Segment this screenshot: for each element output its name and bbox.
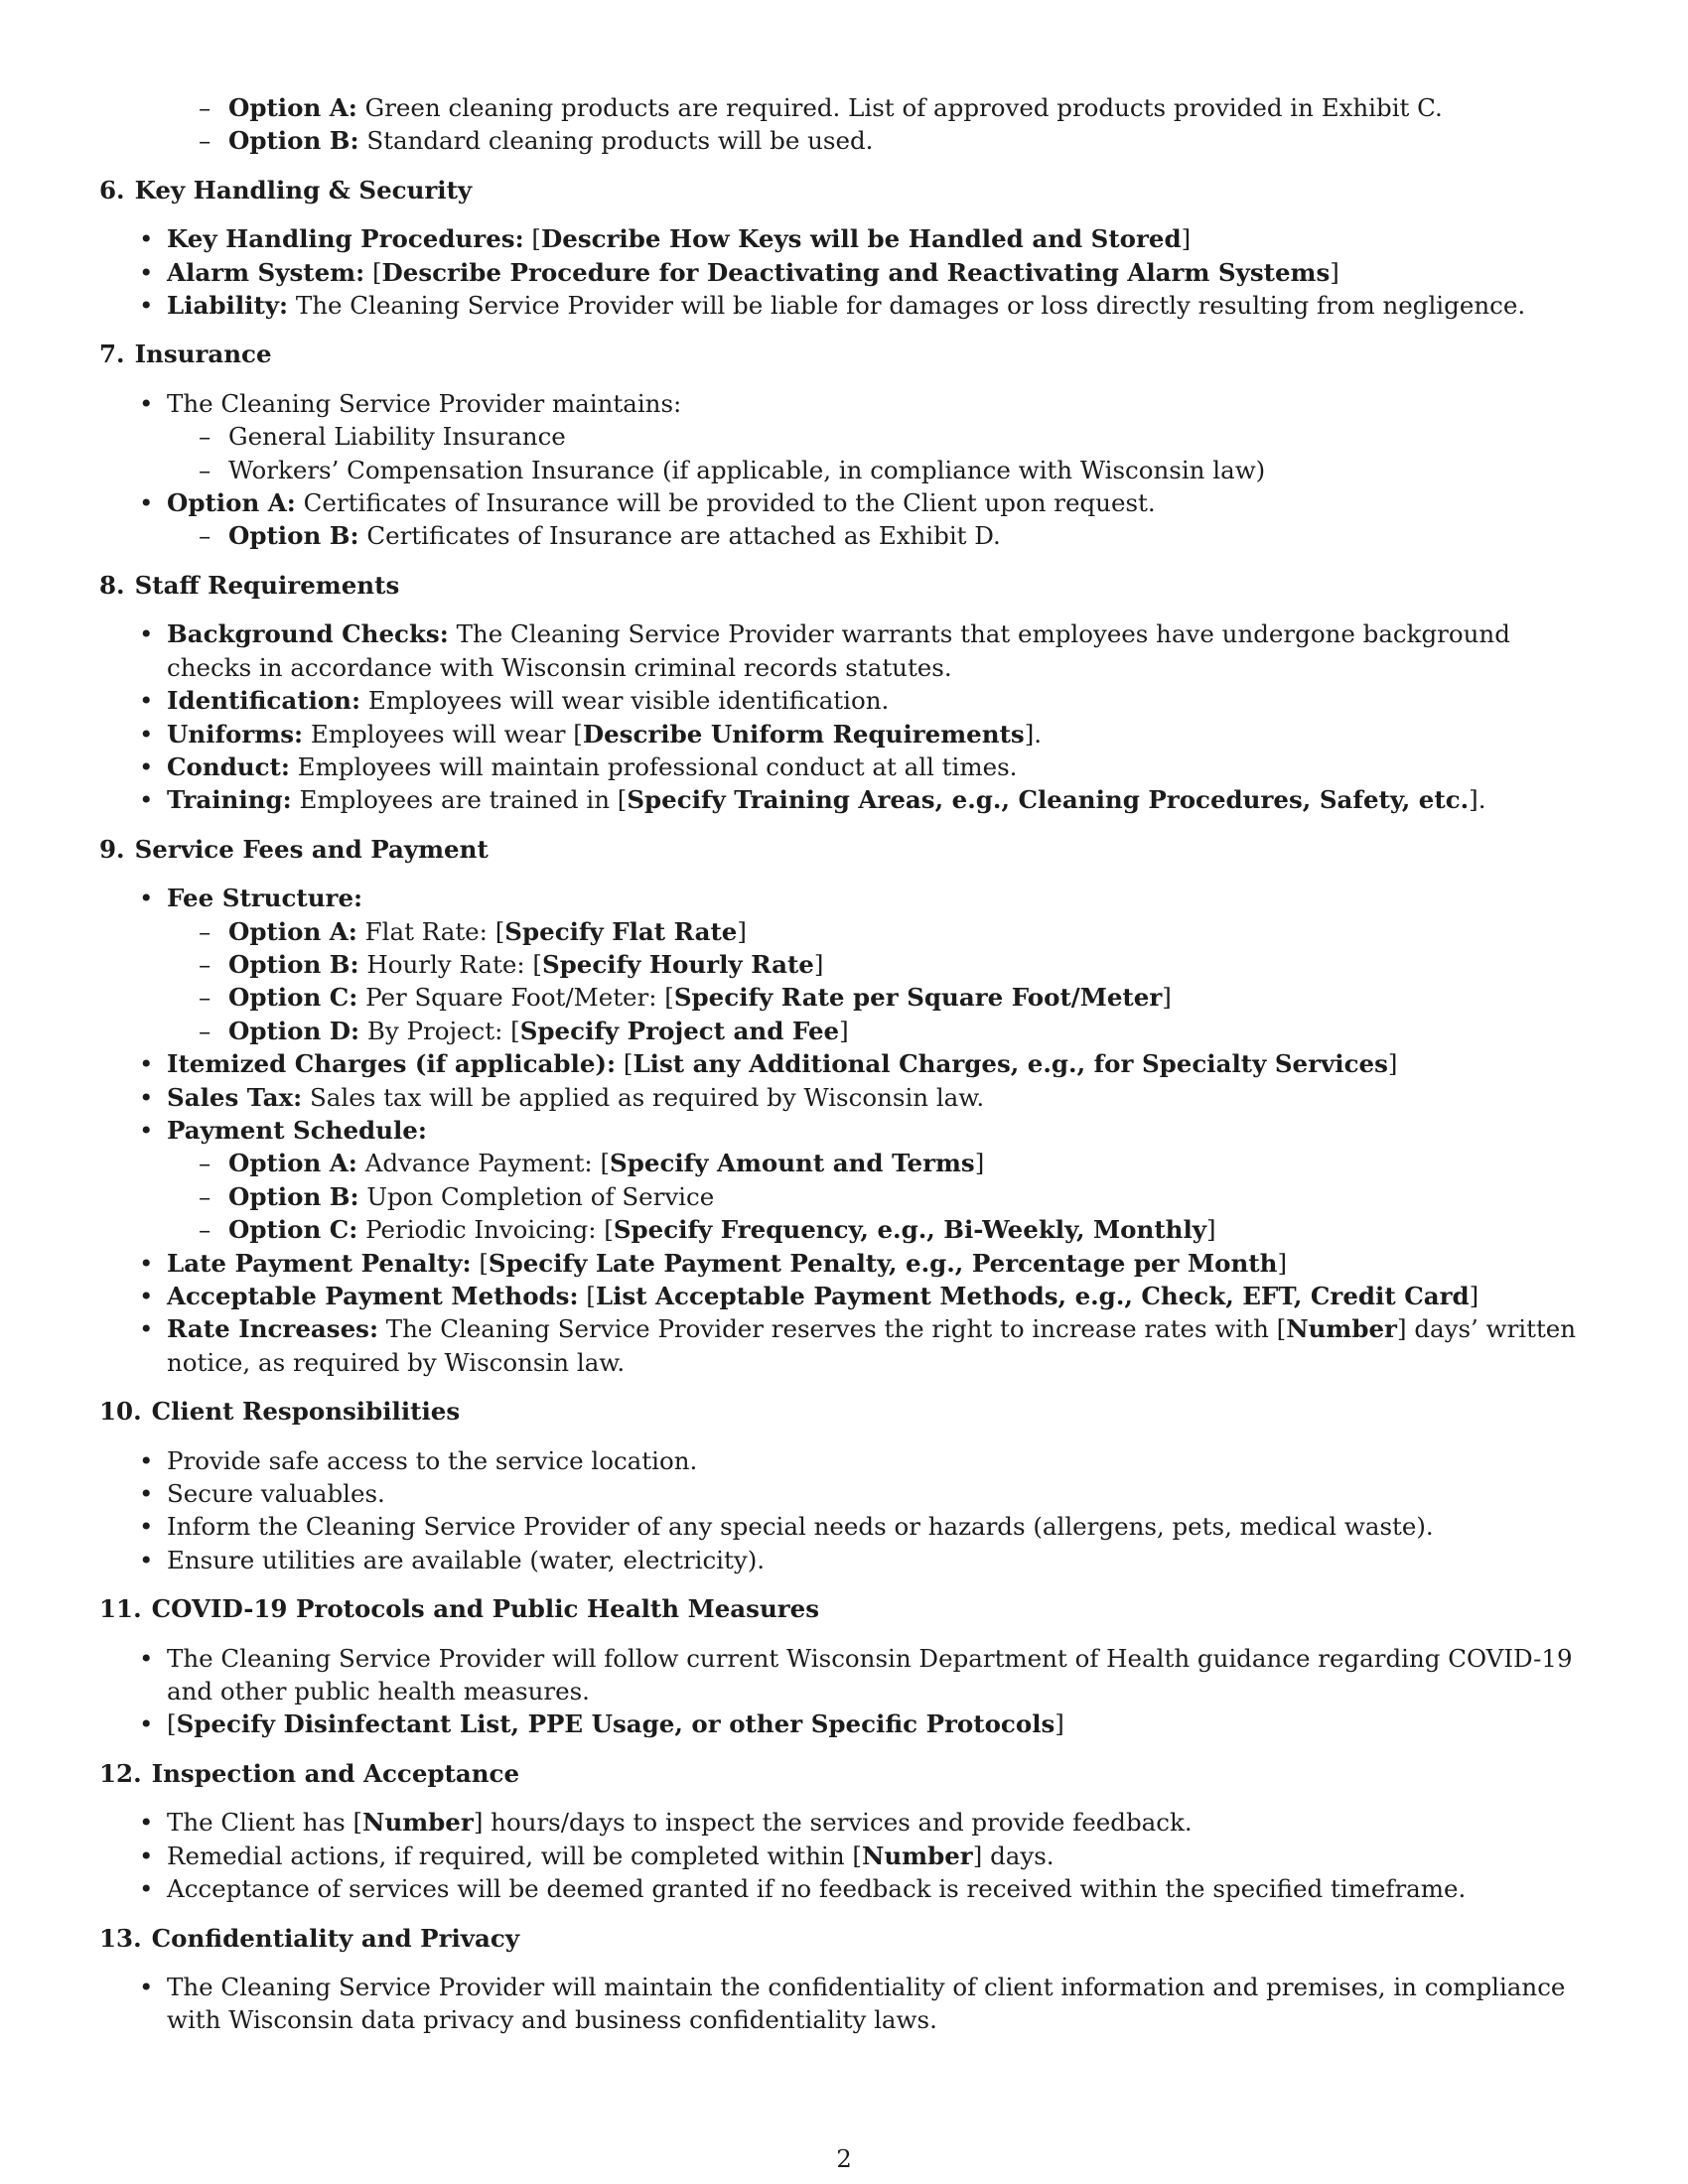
sub-list-item xyxy=(99,948,1594,981)
bullet-item xyxy=(99,1312,1594,1379)
bold-text: Specify Rate per Square Foot/Meter xyxy=(673,983,1163,1013)
section-number: 13. xyxy=(99,1923,142,1953)
text-run: Green cleaning products are required. List of approved products provided in Exhibit C. xyxy=(356,93,1443,122)
text-run: Remedial actions, if required, will be completed within [ xyxy=(167,1841,862,1870)
bullet-item xyxy=(99,1280,1594,1312)
bold-text: Option A: xyxy=(228,93,357,122)
sub-list-item xyxy=(99,91,1594,124)
sub-list-item xyxy=(99,1147,1594,1179)
bold-text: Option C: xyxy=(228,983,358,1013)
bullet-item xyxy=(99,718,1594,751)
bold-text: Specify Frequency, e.g., Bi-Weekly, Monthly xyxy=(613,1215,1207,1245)
text-run: Workers’ Compensation Insurance (if applicable, in compliance with Wisconsin law) xyxy=(228,455,1266,484)
sub-list-item xyxy=(99,124,1594,157)
section-heading xyxy=(99,338,1594,370)
bold-text: Identification: xyxy=(167,686,361,716)
text-run: ] xyxy=(1469,1282,1479,1310)
section xyxy=(99,1592,1594,1741)
bullet-item xyxy=(99,882,1594,914)
text-run: [ xyxy=(523,224,541,254)
bullet-item xyxy=(99,486,1594,519)
section xyxy=(99,1922,1594,2037)
text-run: ]. xyxy=(1469,785,1486,815)
bullet-item xyxy=(99,1806,1594,1839)
section-title: Insurance xyxy=(134,340,272,369)
section-number: 10. xyxy=(99,1397,142,1427)
text-run: Employees will wear visible identification. xyxy=(360,686,890,716)
section-number: 9. xyxy=(99,834,125,864)
text-run: General Liability Insurance xyxy=(228,422,566,452)
section-title: Staff Requirements xyxy=(134,570,400,600)
bold-text: List any Additional Charges, e.g., for Specialty Services xyxy=(633,1049,1388,1079)
bullet-item xyxy=(99,684,1594,717)
text-run: Employees will wear [ xyxy=(303,719,583,749)
text-run: ] xyxy=(1277,1248,1288,1278)
text-run: Advance Payment: [ xyxy=(356,1149,611,1178)
bold-text: Background Checks: xyxy=(167,619,449,649)
section-heading xyxy=(99,569,1594,602)
bold-text: Option C: xyxy=(228,1215,358,1245)
bullet-item xyxy=(99,387,1594,420)
text-run: The Cleaning Service Provider reserves the right to increase rates with [ xyxy=(378,1314,1287,1344)
text-run: Provide safe access to the service location. xyxy=(167,1445,698,1475)
bullet-item xyxy=(99,1707,1594,1740)
bullet-list xyxy=(99,1444,1594,1577)
text-run: Inform the Cleaning Service Provider of any special needs or hazards (allergens, pets, medical waste). xyxy=(167,1512,1434,1542)
text-run: By Project: [ xyxy=(359,1016,520,1045)
section-title: Client Responsibilities xyxy=(151,1397,461,1427)
sub-list xyxy=(99,1147,1594,1246)
bold-text: Option B: xyxy=(228,521,359,551)
bold-text: Describe How Keys will be Handled and Stored xyxy=(540,224,1182,254)
section-number: 7. xyxy=(99,340,125,369)
text-run: Ensure utilities are available (water, electricity). xyxy=(167,1545,766,1574)
text-run: Per Square Foot/Meter: [ xyxy=(357,983,674,1013)
bold-text: Rate Increases: xyxy=(167,1314,379,1344)
bullet-list xyxy=(99,1642,1594,1741)
bold-text: Option B: xyxy=(228,126,359,156)
section-heading xyxy=(99,174,1594,206)
section-title: Inspection and Acceptance xyxy=(151,1758,520,1788)
text-run: Acceptance of services will be deemed granted if no feedback is received within the specified timeframe. xyxy=(167,1874,1467,1904)
text-run: ] xyxy=(839,1016,849,1045)
bullet-item xyxy=(99,1840,1594,1872)
bold-text: Option D: xyxy=(228,1016,360,1045)
section xyxy=(99,1395,1594,1576)
section-heading xyxy=(99,1592,1594,1625)
bullet-list xyxy=(99,617,1594,816)
text-run: ] xyxy=(974,1149,985,1178)
bullet-item xyxy=(99,1872,1594,1905)
text-run: The Cleaning Service Provider maintains: xyxy=(167,388,682,418)
bold-text: Number xyxy=(1286,1314,1397,1344)
bullet-list xyxy=(99,882,1594,1379)
section-number: 11. xyxy=(99,1594,142,1624)
bold-text: Conduct: xyxy=(167,751,290,781)
text-run: Upon Completion of Service xyxy=(358,1181,715,1211)
sub-list-item xyxy=(99,915,1594,948)
text-run: Employees are trained in [ xyxy=(291,785,628,815)
sub-list-container xyxy=(99,519,1594,552)
text-run: Periodic Invoicing: [ xyxy=(357,1215,614,1245)
bullet-list xyxy=(99,222,1594,322)
text-run: [ xyxy=(578,1282,596,1310)
bullet-item xyxy=(99,617,1594,684)
section xyxy=(99,1757,1594,1906)
sub-list xyxy=(99,420,1594,486)
section-title: Service Fees and Payment xyxy=(134,834,489,864)
bold-text: Specify Hourly Rate xyxy=(541,949,814,979)
bold-text: Describe Uniform Requirements xyxy=(582,719,1025,749)
bold-text: Acceptable Payment Methods: xyxy=(167,1282,579,1310)
text-run: Certificates of Insurance are attached as Exhibit D. xyxy=(358,521,1001,551)
section-heading xyxy=(99,833,1594,866)
bullet-item xyxy=(99,289,1594,322)
text-run: The Cleaning Service Provider will be liable for damages or loss directly resulting from negligence. xyxy=(288,291,1526,321)
text-run: ] hours/days to inspect the services and provide feedback. xyxy=(473,1808,1193,1838)
document-body xyxy=(99,91,1594,2037)
bold-text: Describe Procedure for Deactivating and Reactivating Alarm Systems xyxy=(381,257,1331,287)
text-run: Standard cleaning products will be used. xyxy=(358,126,874,156)
bold-text: Late Payment Penalty: xyxy=(167,1248,472,1278)
section-title: Key Handling & Security xyxy=(134,175,473,205)
bullet-item xyxy=(99,751,1594,783)
text-run: The Cleaning Service Provider will maintain the confidentiality of client information and premises, in compliance with Wisconsin data privacy and business confidentiality laws. xyxy=(167,1972,1566,2035)
bullet-item xyxy=(99,256,1594,289)
bullet-list xyxy=(99,1806,1594,1905)
bold-text: Specify Project and Fee xyxy=(519,1016,840,1045)
text-run: Flat Rate: [ xyxy=(356,916,505,946)
sub-list-container xyxy=(99,915,1594,1048)
text-run: ] xyxy=(1055,1709,1064,1739)
bold-text: List Acceptable Payment Methods, e.g., Check, EFT, Credit Card xyxy=(595,1282,1470,1310)
section-number: 12. xyxy=(99,1758,142,1788)
bold-text: Key Handling Procedures: xyxy=(167,224,524,254)
continued-option-list xyxy=(99,91,1594,158)
bullet-list xyxy=(99,387,1594,553)
sub-list-item xyxy=(99,519,1594,552)
bullet-item xyxy=(99,1642,1594,1708)
page-number: 2 xyxy=(836,2144,852,2173)
bold-text: Specify Training Areas, e.g., Cleaning Procedures, Safety, etc. xyxy=(627,785,1470,815)
text-run: ] xyxy=(1181,224,1192,254)
bold-text: Option B: xyxy=(228,1181,359,1211)
sub-list-container xyxy=(99,420,1594,486)
sub-list-item xyxy=(99,454,1594,486)
bullet-item xyxy=(99,1544,1594,1576)
text-run: ] xyxy=(1162,983,1172,1013)
bold-text: Option A: xyxy=(167,488,296,518)
bold-text: Fee Structure: xyxy=(167,884,363,913)
section-title: COVID-19 Protocols and Public Health Measures xyxy=(151,1594,820,1624)
sub-list-item xyxy=(99,981,1594,1014)
text-run: ] days. xyxy=(972,1841,1055,1870)
text-run: The Cleaning Service Provider warrants that employees have undergone background checks in accordance with Wisconsin criminal records statutes. xyxy=(167,619,1510,682)
section-title: Confidentiality and Privacy xyxy=(151,1923,520,1953)
text-run: The Cleaning Service Provider will follow current Wisconsin Department of Health guidance regarding COVID-19 and other public health measures. xyxy=(167,1643,1573,1706)
bold-text: Liability: xyxy=(167,291,289,321)
text-run: ] xyxy=(1387,1049,1398,1079)
section xyxy=(99,338,1594,552)
section xyxy=(99,833,1594,1380)
bullet-item xyxy=(99,1444,1594,1477)
bold-text: Number xyxy=(861,1841,973,1870)
bullet-item xyxy=(99,1047,1594,1080)
text-run: Secure valuables. xyxy=(167,1479,385,1509)
text-run: ] xyxy=(813,949,824,979)
bold-text: Payment Schedule: xyxy=(167,1115,427,1145)
section-heading xyxy=(99,1395,1594,1428)
section-heading xyxy=(99,1922,1594,1955)
bullet-item xyxy=(99,1081,1594,1114)
bullet-item xyxy=(99,1971,1594,2037)
sub-list-item xyxy=(99,420,1594,453)
bold-text: Specify Flat Rate xyxy=(504,916,738,946)
text-run: ]. xyxy=(1024,719,1043,749)
text-run: Hourly Rate: [ xyxy=(358,949,542,979)
section-heading xyxy=(99,1757,1594,1790)
bold-text: Training: xyxy=(167,785,292,815)
bold-text: Option B: xyxy=(228,949,359,979)
bullet-list xyxy=(99,1971,1594,2037)
sub-list-item xyxy=(99,1180,1594,1213)
text-run: Sales tax will be applied as required by Wisconsin law. xyxy=(302,1082,985,1112)
bold-text: Specify Disinfectant List, PPE Usage, or other Specific Protocols xyxy=(176,1709,1055,1739)
text-run: ] days’ written notice, as required by Wisconsin law. xyxy=(167,1314,1577,1377)
bold-text: Itemized Charges (if applicable): xyxy=(167,1049,617,1079)
text-run: [ xyxy=(616,1049,633,1079)
bold-text: Specify Late Payment Penalty, e.g., Percentage per Month xyxy=(488,1248,1278,1278)
section-number: 6. xyxy=(99,175,125,205)
text-run: Certificates of Insurance will be provided to the Client upon request. xyxy=(295,488,1156,518)
bold-text: Uniforms: xyxy=(167,719,304,749)
bold-text: Alarm System: xyxy=(167,257,365,287)
bold-text: Option A: xyxy=(228,916,357,946)
section xyxy=(99,569,1594,817)
section-number: 8. xyxy=(99,570,125,600)
bold-text: Sales Tax: xyxy=(167,1082,303,1112)
section xyxy=(99,174,1594,323)
text-run: [ xyxy=(364,257,382,287)
text-run: [ xyxy=(167,1709,177,1739)
sub-list-item xyxy=(99,1015,1594,1047)
text-run: The Client has [ xyxy=(167,1808,363,1838)
sub-list-container xyxy=(99,1147,1594,1246)
text-run: Employees will maintain professional conduct at all times. xyxy=(289,751,1018,781)
bold-text: Specify Amount and Terms xyxy=(610,1149,975,1178)
text-run: [ xyxy=(471,1248,489,1278)
bold-text: Option A: xyxy=(228,1149,357,1178)
bullet-item xyxy=(99,1477,1594,1510)
bullet-item xyxy=(99,783,1594,816)
text-run: ] xyxy=(1330,257,1339,287)
sub-list xyxy=(99,915,1594,1048)
sub-list xyxy=(99,519,1594,552)
bullet-item xyxy=(99,1247,1594,1280)
bullet-item xyxy=(99,222,1594,255)
bullet-item xyxy=(99,1114,1594,1147)
sub-list-item xyxy=(99,1213,1594,1246)
text-run: ] xyxy=(737,916,747,946)
bold-text: Number xyxy=(362,1808,474,1838)
text-run: ] xyxy=(1206,1215,1216,1245)
bullet-item xyxy=(99,1510,1594,1543)
section-list xyxy=(99,174,1594,2037)
